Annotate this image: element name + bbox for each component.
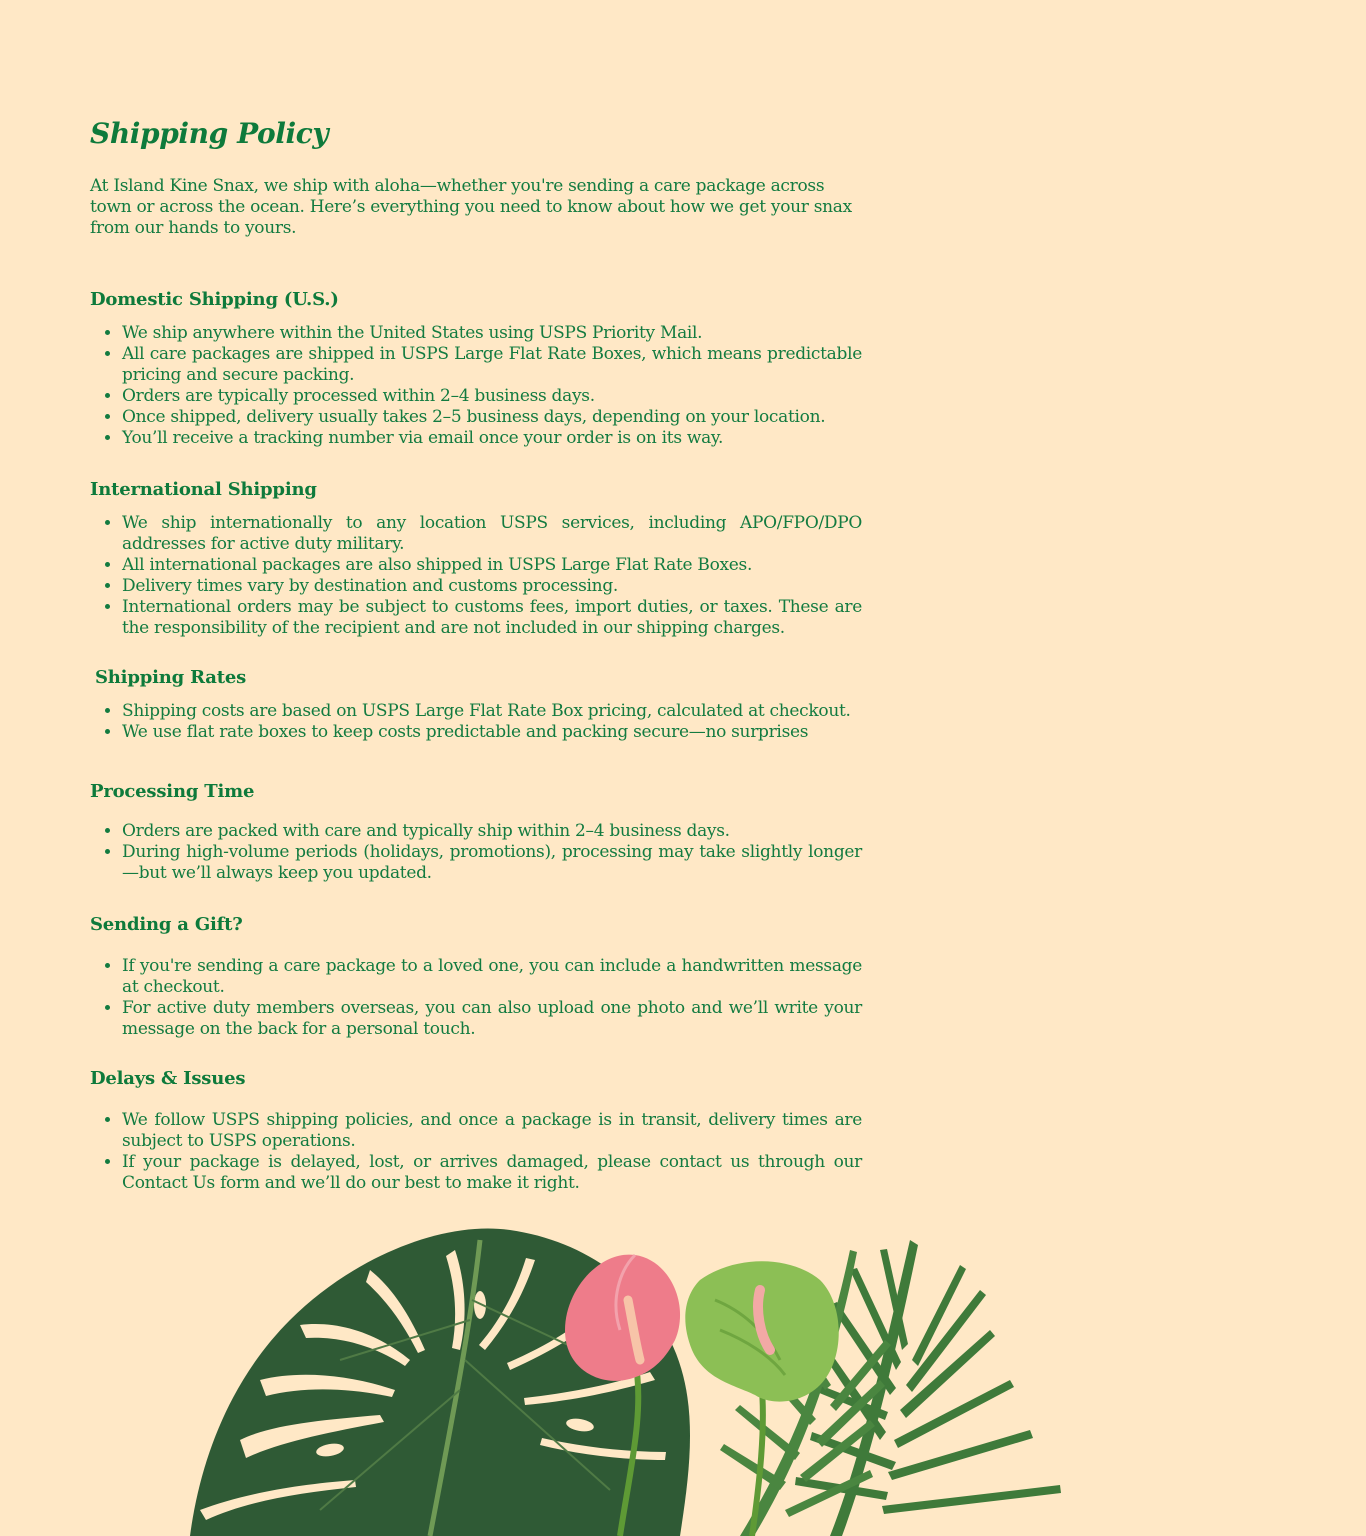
section-list	[90, 956, 862, 1040]
list-item: • You’ll receive a tracking number via email once your order is on its way.	[122, 428, 862, 449]
section-title: Shipping Rates	[95, 667, 247, 688]
page-title: Shipping Policy	[90, 117, 329, 150]
tropical-leaves-illustration	[180, 1210, 1090, 1536]
list-item: • We ship anywhere within the United States using USPS Priority Mail.	[122, 323, 862, 344]
section-title: Domestic Shipping (U.S.)	[90, 289, 339, 310]
list-item: • We use flat rate boxes to keep costs predictable and packing secure—no surprises	[122, 722, 862, 743]
list-item: • If your package is delayed, lost, or arrives damaged, please contact us through our Contact Us form and we’ll do our best to make it right.	[122, 1152, 862, 1194]
list-item: • Delivery times vary by destination and customs processing.	[122, 576, 862, 597]
section-list	[90, 323, 862, 449]
section-title: Delays & Issues	[90, 1068, 246, 1089]
section-list	[90, 513, 862, 639]
list-item: • For active duty members overseas, you can also upload one photo and we’ll write your message on the back for a personal touch.	[122, 998, 862, 1040]
section-title: Processing Time	[90, 781, 255, 802]
policy-content	[90, 116, 862, 1194]
list-item: • We follow USPS shipping policies, and once a package is in transit, delivery times are subject to USPS operations.	[122, 1110, 862, 1152]
section-shipping-rates	[90, 667, 862, 743]
list-item: • Once shipped, delivery usually takes 2–5 business days, depending on your location.	[122, 407, 862, 428]
section-title: Sending a Gift?	[90, 914, 243, 935]
list-item: • Orders are packed with care and typically ship within 2–4 business days.	[122, 821, 862, 842]
list-item: • All international packages are also shipped in USPS Large Flat Rate Boxes.	[122, 555, 862, 576]
intro-paragraph: At Island Kine Snax, we ship with aloha—whether you're sending a care package across town or across the ocean. Here’s everything you need to know about how we get your snax from our hands to yours.	[90, 176, 852, 238]
section-list	[90, 1110, 862, 1194]
list-item: • International orders may be subject to customs fees, import duties, or taxes. These are the responsibility of the recipient and are not included in our shipping charges.	[122, 597, 862, 639]
list-item: • All care packages are shipped in USPS Large Flat Rate Boxes, which means predictable pricing and secure packing.	[122, 344, 862, 386]
section-domestic-shipping	[90, 289, 862, 449]
section-list	[90, 701, 862, 743]
list-item: • Orders are typically processed within 2–4 business days.	[122, 386, 862, 407]
section-sending-a-gift	[90, 914, 862, 1040]
section-title: International Shipping	[90, 479, 317, 500]
section-international-shipping	[90, 479, 862, 639]
list-item: • We ship internationally to any location USPS services, including APO/FPO/DPO addresses for active duty military.	[122, 513, 862, 555]
section-delays-issues	[90, 1068, 862, 1194]
list-item: • If you're sending a care package to a loved one, you can include a handwritten message at checkout.	[122, 956, 862, 998]
section-list	[90, 821, 862, 884]
list-item: • Shipping costs are based on USPS Large Flat Rate Box pricing, calculated at checkout.	[122, 701, 862, 722]
section-processing-time	[90, 781, 862, 884]
list-item: • During high-volume periods (holidays, promotions), processing may take slightly longer—but we’ll always keep you updated.	[122, 842, 862, 884]
